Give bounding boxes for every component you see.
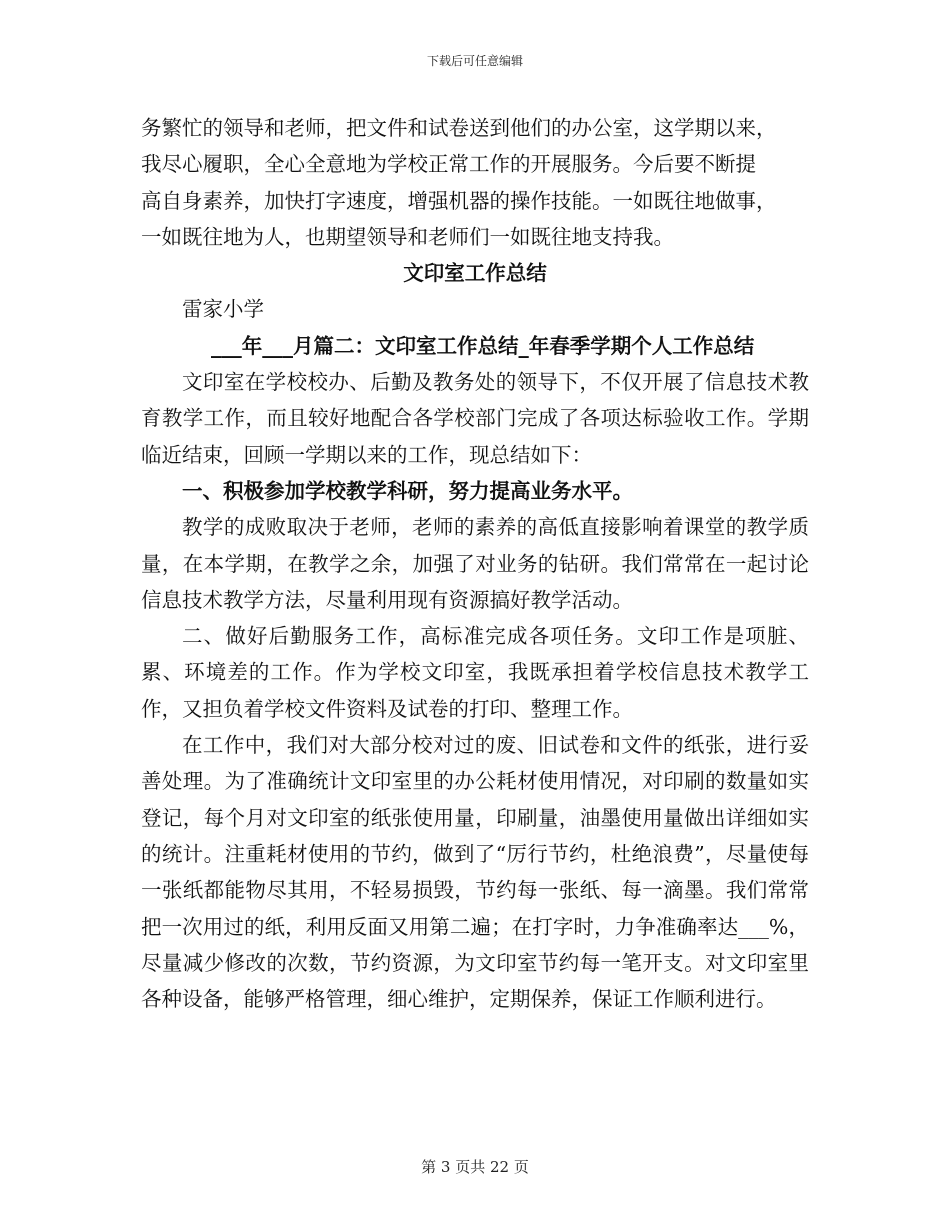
paragraph-logistics: 二、做好后勤服务工作，高标准完成各项任务。文印工作是项脏、累、环境差的工作。作为学校文印室，我既承担着学校信息技术教学工作，又担负着学校文件资料及试卷的打印、整理工作。	[141, 624, 809, 721]
paragraph-work-details: 在工作中，我们对大部分校对过的废、旧试卷和文件的纸张，进行妥善处理。为了准确统计文印室里的办公耗材使用情况，对印刷的数量如实登记，每个月对文印室的纸张使用量，印刷量，油墨使用量做出详细如实的统计。注重耗材使用的节约，做到了“厉行节约，杜绝浪费”，尽量使每一张纸都能物尽其用，不轻易损毁，节约每一张纸、每一滴墨。我们常常把一次用过的纸，利用反面又用第二遍；在打字时，力争准确率达___%，尽量减少修改的次数，节约资源，为文印室节约每一笔开支。对文印室里各种设备，能够严格管理，细心维护，定期保养，保证工作顺利进行。	[141, 733, 809, 1012]
intro-line: 高自身素养，加快打字速度，增强机器的操作技能。一如既往地做事，	[141, 188, 777, 213]
page-number: 第 3 页共 22 页	[421, 1158, 529, 1176]
intro-line: 一如既往地为人，也期望领导和老师们一如既往地支持我。	[141, 224, 674, 249]
school-name: 雷家小学	[182, 297, 264, 322]
document-subtitle: ___年___月篇二：文印室工作总结_年春季学期个人工作总结	[211, 333, 755, 358]
intro-line: 我尽心履职，全心全意地为学校正常工作的开展服务。今后要不断提	[141, 152, 756, 177]
document-body	[141, 110, 809, 1017]
intro-line: 务繁忙的领导和老师，把文件和试卷送到他们的办公室，这学期以来，	[141, 116, 777, 140]
intro-paragraph	[141, 110, 809, 255]
paragraph-intro-summary: 文印室在学校校办、后勤及教务处的领导下，不仅开展了信息技术教育教学工作，而且较好地配合各学校部门完成了各项达标验收工作。学期临近结束，回顾一学期以来的工作，现总结如下：	[141, 370, 809, 467]
document-title: 文印室工作总结	[403, 261, 547, 286]
section-heading-1: 一、积极参加学校教学科研，努力提高业务水平。	[182, 478, 633, 503]
paragraph-teaching: 教学的成败取决于老师，老师的素养的高低直接影响着课堂的教学质量，在本学期，在教学之余，加强了对业务的钻研。我们常常在一起讨论信息技术教学方法，尽量利用现有资源搞好教学活动。	[141, 515, 809, 612]
page-header: 下载后可任意编辑	[426, 54, 523, 68]
